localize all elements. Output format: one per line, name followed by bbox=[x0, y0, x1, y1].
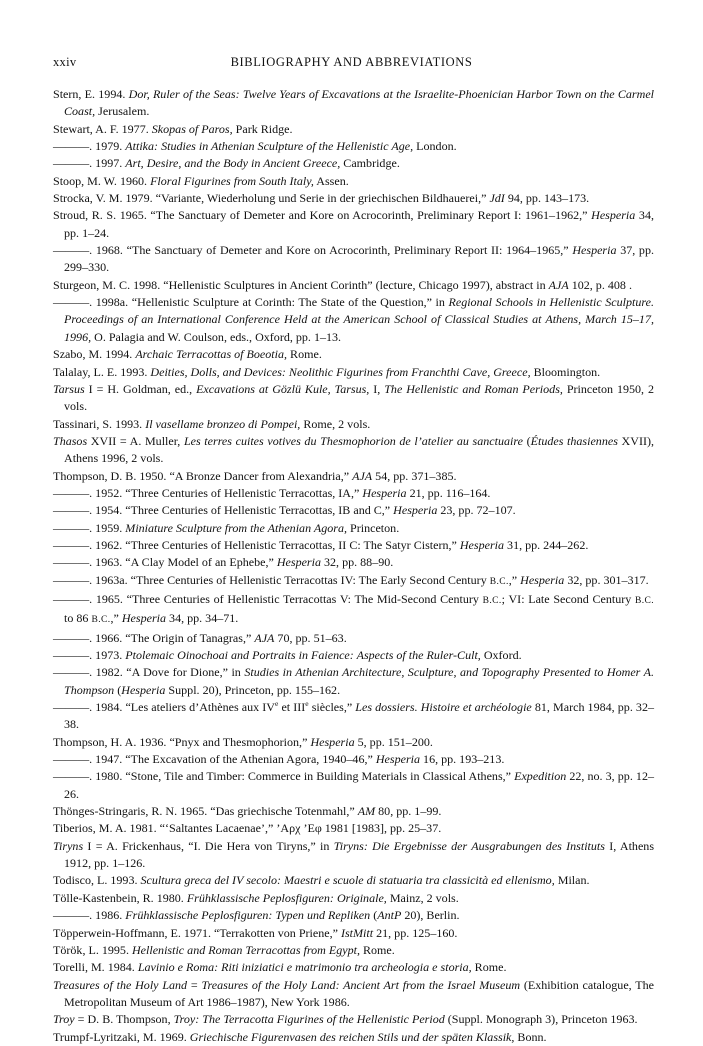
entry-italic-text: Archaic Terracottas of Boeotia, bbox=[135, 347, 288, 362]
entry-text: Sturgeon, M. C. 1998. “Hellenistic Sculptures in Ancient Corinth” (lecture, Chicago 1997), abstract in bbox=[53, 277, 549, 292]
entry-italic-text: Miniature Sculpture from the Athenian Agora, bbox=[125, 520, 348, 535]
entry-text: B.C. bbox=[91, 615, 111, 626]
bibliography-entry bbox=[53, 346, 654, 363]
bibliography-entry bbox=[53, 433, 654, 468]
entry-text: ———. 1980. “Stone, Tile and Timber: Commerce in Building Materials in Classical Athens,” bbox=[53, 769, 515, 784]
entry-italic-text: IstMitt bbox=[340, 925, 374, 940]
entry-italic-text: Studies in Athenian Architecture, Sculpture, and Topography Presented to Homer A. Thompson bbox=[64, 665, 654, 697]
entry-text: ———. 1963a. “Three Centuries of Hellenistic Terracottas IV: The Early Second Century bbox=[53, 572, 490, 587]
bibliography-entry bbox=[53, 537, 654, 554]
bibliography-entry bbox=[53, 768, 654, 803]
entry-text: 102, p. 408 . bbox=[568, 277, 632, 292]
entry-italic-text: Hellenistic and Roman Terracottas from Egypt, bbox=[131, 942, 360, 957]
entry-text: ———. 1959. bbox=[53, 520, 126, 535]
entry-text: Suppl. 20), Princeton, pp. 155–162. bbox=[165, 682, 341, 697]
entry-italic-text: Les terres cuites votives du Thesmophorion de l’atelier au sanctuaire bbox=[183, 433, 523, 448]
bibliography-entry bbox=[53, 838, 654, 873]
entry-text: 21, pp. 116–164. bbox=[406, 485, 491, 500]
bibliography-entry bbox=[53, 364, 654, 381]
bibliography-entry bbox=[53, 803, 654, 820]
entry-italic-text: Excavations at Gözlü Kule, Tarsus, bbox=[196, 381, 370, 396]
entry-italic-text: AJA bbox=[352, 468, 373, 483]
entry-text: Rome. bbox=[287, 347, 322, 362]
entry-italic-text: Thasos bbox=[53, 433, 88, 448]
entry-italic-text: Lavinio e Roma: Riti iniziatici e matrimonio tra archeologia e storia, bbox=[137, 960, 472, 975]
entry-italic-text: Dor, Ruler of the Seas: Twelve Years of Excavations at the Israelite-Phoenician Harbor Town on the Carmel Coast, bbox=[64, 87, 655, 119]
entry-italic-text: Tiryns: Die Ergebnisse der Ausgrabungen des Instituts bbox=[333, 838, 605, 853]
bibliography-entry bbox=[53, 872, 654, 889]
bibliography-entry bbox=[53, 591, 654, 630]
bibliography-entry bbox=[53, 416, 654, 433]
bibliography-entry bbox=[53, 942, 654, 959]
entry-text: = D. B. Thompson, bbox=[74, 1012, 174, 1027]
entry-italic-text: Tiryns bbox=[53, 838, 84, 853]
entry-text: Stroud, R. S. 1965. “The Sanctuary of Demeter and Kore on Acrocorinth, Preliminary Report I: 1961–1962,” bbox=[53, 208, 592, 223]
entry-text: Jerusalem. bbox=[95, 104, 150, 119]
entry-text: Princeton 1950, 2 vols. bbox=[64, 381, 655, 414]
entry-text: XVII), Athens 1996, 2 vols. bbox=[64, 433, 654, 466]
entry-italic-text: Hesperia bbox=[375, 752, 421, 767]
entry-italic-text: Scultura greca del IV secolo: Maestri e scuole di statuaria tra classicità ed ellenismo, bbox=[140, 873, 555, 888]
bibliography-entry bbox=[53, 173, 654, 190]
entry-text: ———. 1968. “The Sanctuary of Demeter and Kore on Acrocorinth, Preliminary Report II: 1964–1965,” bbox=[53, 243, 573, 258]
entry-text: ———. 1998a. “Hellenistic Sculpture at Corinth: The State of the Question,” in bbox=[53, 295, 449, 310]
bibliography-entry bbox=[53, 1029, 654, 1046]
entry-text: ———. 1973. bbox=[53, 648, 126, 662]
entry-text: Thompson, D. B. 1950. “A Bronze Dancer from Alexandria,” bbox=[53, 468, 353, 483]
entry-text: Töpperwein-Hoffmann, E. 1971. “Terrakotten von Priene,” bbox=[53, 925, 341, 940]
entry-text: 54, pp. 371–385. bbox=[372, 468, 457, 483]
entry-text: 20), Berlin. bbox=[401, 908, 460, 923]
bibliography-entry bbox=[53, 925, 654, 942]
entry-italic-text: AntP bbox=[377, 908, 402, 923]
bibliography-entry bbox=[53, 138, 654, 155]
bibliography-entry bbox=[53, 977, 654, 1012]
entry-text: Todisco, L. 1993. bbox=[53, 873, 141, 888]
entry-italic-text: Regional Schools in Hellenistic Sculpture. Proceedings of an International Conference Held at the American School of Classical Studies at Athens, March 15–17, 1996, bbox=[64, 295, 654, 344]
entry-italic-text: Hesperia bbox=[520, 572, 565, 587]
bibliography-entry bbox=[53, 647, 654, 664]
entry-italic-text: Expedition bbox=[514, 769, 567, 784]
entry-text: ———. 1947. “The Excavation of the Athenian Agora, 1940–46,” bbox=[53, 752, 376, 767]
entry-italic-text: The Hellenistic and Roman Periods, bbox=[384, 381, 563, 396]
entry-italic-text: Skopas of Paros, bbox=[151, 121, 233, 136]
entry-text: ———. 1986. bbox=[53, 908, 126, 923]
entry-text: 32, pp. 88–90. bbox=[321, 555, 394, 570]
bibliography-entry bbox=[53, 277, 654, 294]
bibliography-entry bbox=[53, 554, 654, 571]
bibliography-entry bbox=[53, 630, 654, 647]
entry-text: e bbox=[275, 699, 279, 709]
entry-italic-text: Troy bbox=[53, 1012, 75, 1027]
entry-text: ———. 1962. “Three Centuries of Hellenistic Terracottas, II C: The Satyr Cistern,” bbox=[53, 537, 460, 552]
entry-text: Trumpf-Lyritzaki, M. 1969. bbox=[53, 1029, 190, 1044]
entry-text: ———. 1965. “Three Centuries of Hellenistic Terracottas V: The Mid-Second Century bbox=[53, 591, 483, 606]
entry-text: Tiberios, M. A. 1981. “‘Saltantes Lacaenae’,” ’Αρχ ’Εφ 1981 [1983], pp. 25–37. bbox=[53, 821, 442, 836]
bibliography-entry bbox=[53, 86, 654, 121]
entry-text: ———. 1952. “Three Centuries of Hellenistic Terracottas, IA,” bbox=[53, 485, 363, 500]
entry-text: Rome. bbox=[471, 960, 507, 975]
bibliography-entry bbox=[53, 820, 654, 837]
entry-text: Stern, E. 1994. bbox=[53, 87, 129, 101]
entry-text: Thompson, H. A. 1936. “Pnyx and Thesmophorion,” bbox=[53, 734, 311, 749]
entry-text: 34, pp. 34–71. bbox=[166, 611, 239, 626]
entry-text: 16, pp. 193–213. bbox=[420, 752, 505, 767]
entry-italic-text: Attika: Studies in Athenian Sculpture of the Hellenistic Age, bbox=[125, 139, 414, 154]
entry-text: O. Palagia and W. Coulson, eds., Oxford, pp. 1–13. bbox=[91, 329, 342, 344]
entry-italic-text: Il vasellame bronzeo di Pompei, bbox=[145, 416, 301, 431]
entry-text: 31, pp. 244–262. bbox=[504, 537, 589, 552]
bibliography-entry bbox=[53, 242, 654, 277]
entry-italic-text: Treasures of the Holy Land bbox=[53, 977, 188, 992]
bibliography-entry bbox=[53, 1011, 654, 1028]
entry-text: I = A. Frickenhaus, “I. Die Hera von Tiryns,” in bbox=[83, 838, 334, 853]
bibliography-entry bbox=[53, 890, 654, 907]
entry-italic-text: Tarsus bbox=[53, 381, 85, 396]
entry-text: 37, pp. 299–330. bbox=[64, 243, 654, 275]
entry-text: 34, pp. 1–24. bbox=[64, 208, 654, 240]
entry-text: siècles,” bbox=[308, 700, 356, 715]
entry-text: Park Ridge. bbox=[232, 121, 293, 136]
entry-text: Milan. bbox=[554, 873, 590, 888]
entry-text: XVII = A. Muller, bbox=[87, 433, 184, 448]
entry-text: London. bbox=[413, 139, 457, 154]
entry-text: 80, pp. 1–99. bbox=[375, 804, 442, 819]
entry-italic-text: Frühklassische Peplosfiguren: Originale, bbox=[186, 890, 387, 905]
entry-text: Strocka, V. M. 1979. “Variante, Wiederholung und Serie in der griechischen Bildhauerei,” bbox=[53, 191, 490, 206]
entry-text: 21, pp. 125–160. bbox=[373, 925, 458, 940]
entry-text: I, bbox=[369, 381, 385, 396]
entry-italic-text: Études thasiennes bbox=[530, 433, 618, 448]
entry-text: Stewart, A. F. 1977. bbox=[53, 121, 152, 136]
entry-text: B.C. bbox=[482, 595, 502, 606]
entry-text: to 86 bbox=[64, 611, 92, 626]
entry-italic-text: Deities, Dolls, and Devices: Neolithic Figurines from Franchthi Cave, Greece, bbox=[150, 364, 531, 379]
entry-text: I = H. Goldman, ed., bbox=[84, 381, 197, 396]
bibliography-entry bbox=[53, 468, 654, 485]
entry-text: ( bbox=[114, 682, 122, 697]
entry-text: Török, L. 1995. bbox=[53, 942, 132, 957]
bibliography-entry bbox=[53, 190, 654, 207]
entry-text: Thönges-Stringaris, R. N. 1965. “Das griechische Totenmahl,” bbox=[53, 804, 358, 819]
entry-text: ———. 1997. bbox=[53, 156, 126, 171]
bibliography-entry bbox=[53, 959, 654, 976]
entry-italic-text: Hesperia bbox=[459, 537, 505, 552]
bibliography-entry bbox=[53, 572, 654, 591]
entry-text: 22, no. 3, pp. 12–26. bbox=[64, 769, 654, 801]
bibliography-entry bbox=[53, 381, 654, 416]
entry-text: 5, pp. 151–200. bbox=[354, 734, 433, 749]
bibliography-entry bbox=[53, 907, 654, 924]
bibliography-entry bbox=[53, 121, 654, 138]
entry-italic-text: Troy: The Terracotta Figurines of the Hellenistic Period bbox=[173, 1012, 445, 1027]
entry-italic-text: JdI bbox=[489, 191, 505, 206]
entry-text: 32, pp. 301–317. bbox=[564, 572, 649, 587]
entry-italic-text: Floral Figurines from South Italy, bbox=[150, 173, 314, 188]
entry-italic-text: Hesperia bbox=[310, 734, 355, 749]
entry-italic-text: Les dossiers. Histoire et archéologie bbox=[355, 700, 532, 715]
entry-text: Assen. bbox=[313, 173, 349, 188]
entry-italic-text: Hesperia bbox=[121, 611, 167, 626]
entry-text: Szabo, M. 1994. bbox=[53, 347, 136, 362]
entry-text: Oxford. bbox=[480, 648, 522, 662]
entry-text: B.C. bbox=[489, 576, 509, 587]
bibliography-entry bbox=[53, 294, 654, 346]
entry-text: ———. 1954. “Three Centuries of Hellenistic Terracottas, IB and C,” bbox=[53, 503, 394, 518]
entry-text: ,” bbox=[508, 572, 521, 587]
entry-italic-text: Hesperia bbox=[591, 208, 636, 223]
entry-text: = bbox=[187, 977, 202, 992]
bibliography-entry bbox=[53, 502, 654, 519]
bibliography-entry bbox=[53, 485, 654, 502]
entry-text: ———. 1982. “A Dove for Dione,” in bbox=[53, 665, 245, 680]
entry-italic-text: Ptolemaic Oinochoai and Portraits in Faience: Aspects of the Ruler-Cult, bbox=[125, 648, 481, 662]
entry-text: ———. 1979. bbox=[53, 139, 126, 154]
entry-text: et III bbox=[278, 700, 306, 715]
entry-text: (Exhibition catalogue, The Metropolitan Museum of Art 1986–1987), New York 1986. bbox=[64, 977, 654, 1009]
page-number: xxiv bbox=[53, 55, 77, 69]
entry-text: Bonn. bbox=[514, 1029, 547, 1044]
entry-text: 94, pp. 143–173. bbox=[504, 191, 590, 206]
entry-italic-text: Hesperia bbox=[121, 682, 166, 697]
entry-text: Bloomington. bbox=[530, 364, 601, 379]
entry-text: 23, pp. 72–107. bbox=[437, 503, 516, 518]
entry-text: ( bbox=[370, 908, 378, 923]
entry-italic-text: AJA bbox=[548, 277, 569, 292]
entry-text: ( bbox=[522, 433, 531, 448]
entry-text: 81, March 1984, pp. 32–38. bbox=[64, 700, 654, 732]
entry-italic-text: Frühklassische Peplosfiguren: Typen und Repliken bbox=[125, 908, 371, 923]
entry-italic-text: Hesperia bbox=[572, 243, 617, 258]
entry-italic-text: AM bbox=[357, 804, 376, 819]
entry-text: (Suppl. Monograph 3), Princeton 1963. bbox=[444, 1012, 638, 1027]
bibliography-entry bbox=[53, 520, 654, 537]
entry-italic-text: Hesperia bbox=[276, 555, 321, 570]
entry-text: e bbox=[305, 699, 309, 709]
entry-text: Cambridge. bbox=[340, 156, 400, 171]
bibliography-entry bbox=[53, 734, 654, 751]
bibliography-list bbox=[53, 86, 654, 1046]
entry-text: Talalay, L. E. 1993. bbox=[53, 364, 151, 379]
entry-italic-text: Griechische Figurenvasen des reichen Stils und der späten Klassik, bbox=[189, 1029, 515, 1044]
entry-text: Tassinari, S. 1993. bbox=[53, 416, 146, 431]
bibliography-entry bbox=[53, 751, 654, 768]
entry-text: Princeton. bbox=[347, 520, 400, 535]
bibliography-entry bbox=[53, 155, 654, 172]
entry-text: Rome. bbox=[359, 942, 395, 957]
entry-italic-text: Hesperia bbox=[362, 485, 407, 500]
entry-text: ———. 1966. “The Origin of Tanagras,” bbox=[53, 630, 255, 645]
entry-text: 70, pp. 51–63. bbox=[274, 630, 347, 645]
entry-text: Torelli, M. 1984. bbox=[53, 960, 138, 975]
running-title: BIBLIOGRAPHY AND ABBREVIATIONS bbox=[230, 55, 473, 69]
entry-text: ———. 1963. “A Clay Model of an Ephebe,” bbox=[53, 555, 277, 570]
entry-text: Tölle-Kastenbein, R. 1980. bbox=[53, 890, 187, 905]
entry-italic-text: Hesperia bbox=[393, 503, 438, 518]
entry-italic-text: Treasures of the Holy Land: Ancient Art from the Israel Museum bbox=[201, 977, 521, 992]
entry-text: Mainz, 2 vols. bbox=[386, 890, 459, 905]
entry-italic-text: AJA bbox=[254, 630, 275, 645]
entry-text: ———. 1984. “Les ateliers d’Athènes aux IV bbox=[53, 700, 275, 715]
bibliography-entry bbox=[53, 699, 654, 734]
entry-text: Stoop, M. W. 1960. bbox=[53, 173, 151, 188]
entry-italic-text: Art, Desire, and the Body in Ancient Greece, bbox=[125, 156, 341, 171]
entry-text: ,” bbox=[110, 611, 122, 626]
entry-text: B.C. bbox=[634, 595, 655, 606]
bibliography-entry bbox=[53, 664, 654, 699]
entry-text: I, Athens 1912, pp. 1–126. bbox=[64, 838, 655, 871]
bibliography-entry bbox=[53, 207, 654, 242]
entry-text: ; VI: Late Second Century bbox=[501, 591, 635, 606]
entry-text: Rome, 2 vols. bbox=[300, 416, 371, 431]
